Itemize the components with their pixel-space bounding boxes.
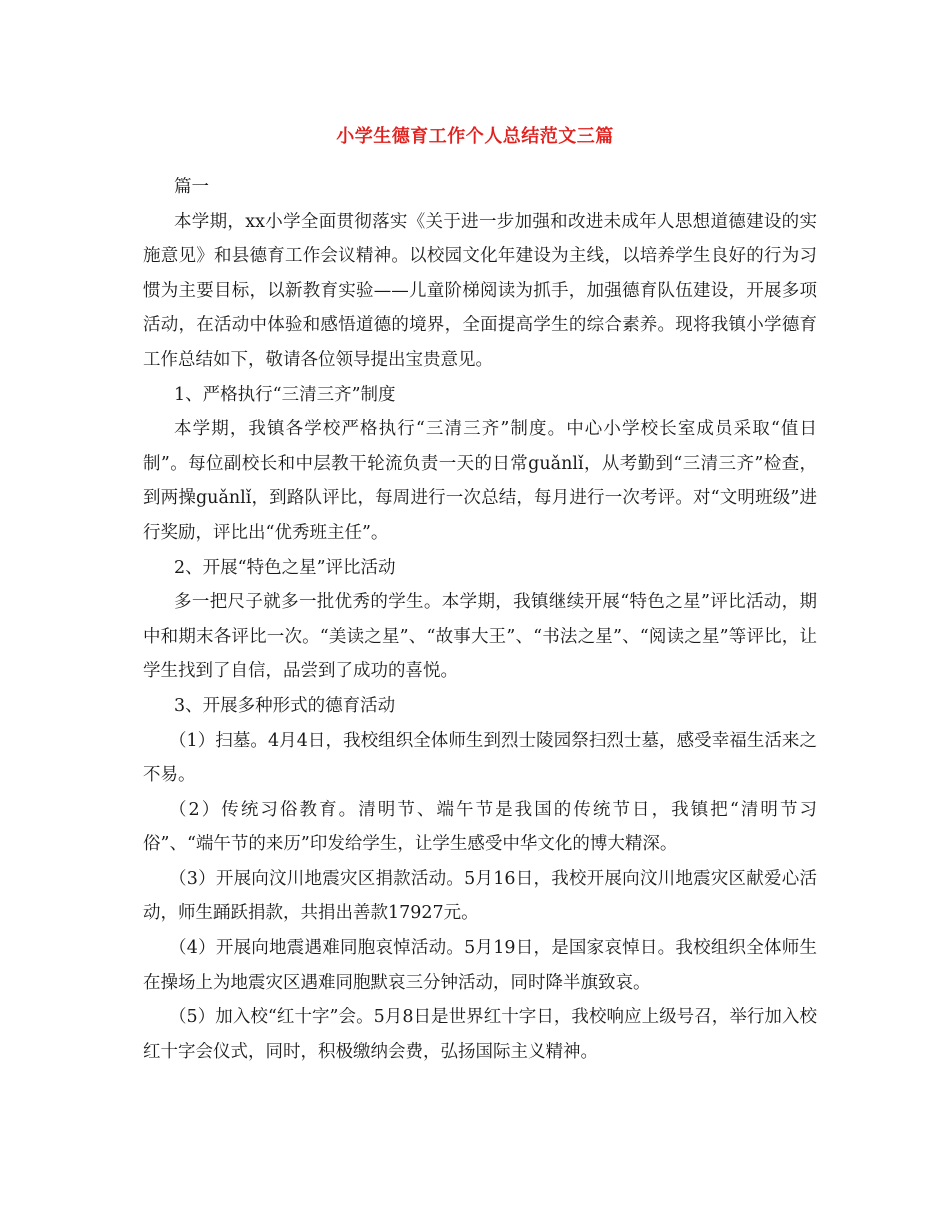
heading-3: 3、开展多种形式的德育活动 <box>174 695 396 716</box>
paragraph-intro: 本学期，xx小学全面贯彻落实《关于进一步加强和改进未成年人思想道德建设的实施意见》和县德育工作会议精神。以校园文化年建设为主线，以培养学生良好的行为习惯为主要目标，以新教育实验——儿童阶梯阅读为抓手，加强德育队伍建设，开展多项活动，在活动中体验和感悟道德的境界，全面提高学生的综合素养。现将我镇小学德育工作总结如下，敬请各位领导提出宝贵意见。 <box>143 211 817 370</box>
paragraph-1: 本学期，我镇各学校严格执行“三清三齐”制度。中心小学校长室成员采取“值日制”。每位副校长和中层教干轮流负责一天的日常guǎnlǐ，从考勤到“三清三齐”检查，到两操guǎnlǐ，到路队评比，每周进行一次总结，每月进行一次考评。对“文明班级”进行奖励，评比出“优秀班主任”。 <box>143 419 817 543</box>
list-item-2: （2）传统习俗教育。清明节、端午节是我国的传统节日，我镇把“清明节习俗”、“端午节的来历”印发给学生，让学生感受中华文化的博大精深。 <box>143 799 817 855</box>
section-label: 篇一 <box>174 177 209 197</box>
list-item-3: （3）开展向汶川地震灾区捐款活动。5月16日，我校开展向汶川地震灾区献爱心活动，师生踊跃捐款，共捐出善款17927元。 <box>143 868 817 924</box>
document-title: 小学生德育工作个人总结范文三篇 <box>336 126 614 147</box>
list-item-4: （4）开展向地震遇难同胞哀悼活动。5月19日，是国家哀悼日。我校组织全体师生在操场上为地震灾区遇难同胞默哀三分钟活动，同时降半旗致哀。 <box>143 938 817 993</box>
heading-2: 2、开展“特色之星”评比活动 <box>174 557 396 578</box>
document-body <box>143 164 817 1069</box>
paragraph-2: 多一把尺子就多一批优秀的学生。本学期，我镇继续开展“特色之星”评比活动，期中和期末各评比一次。“美读之星”、“故事大王”、“书法之星”、“阅读之星”等评比，让学生找到了自信，品尝到了成功的喜悦。 <box>143 592 817 682</box>
list-item-5: （5）加入校“红十字”会。5月8日是世界红十字日，我校响应上级号召，举行加入校红十字会仪式，同时，积极缴纳会费，弘扬国际主义精神。 <box>143 1007 817 1062</box>
list-item-1: （1）扫墓。4月4日，我校组织全体师生到烈士陵园祭扫烈士墓，感受幸福生活来之不易。 <box>143 730 817 786</box>
heading-1: 1、严格执行“三清三齐”制度 <box>174 384 396 405</box>
